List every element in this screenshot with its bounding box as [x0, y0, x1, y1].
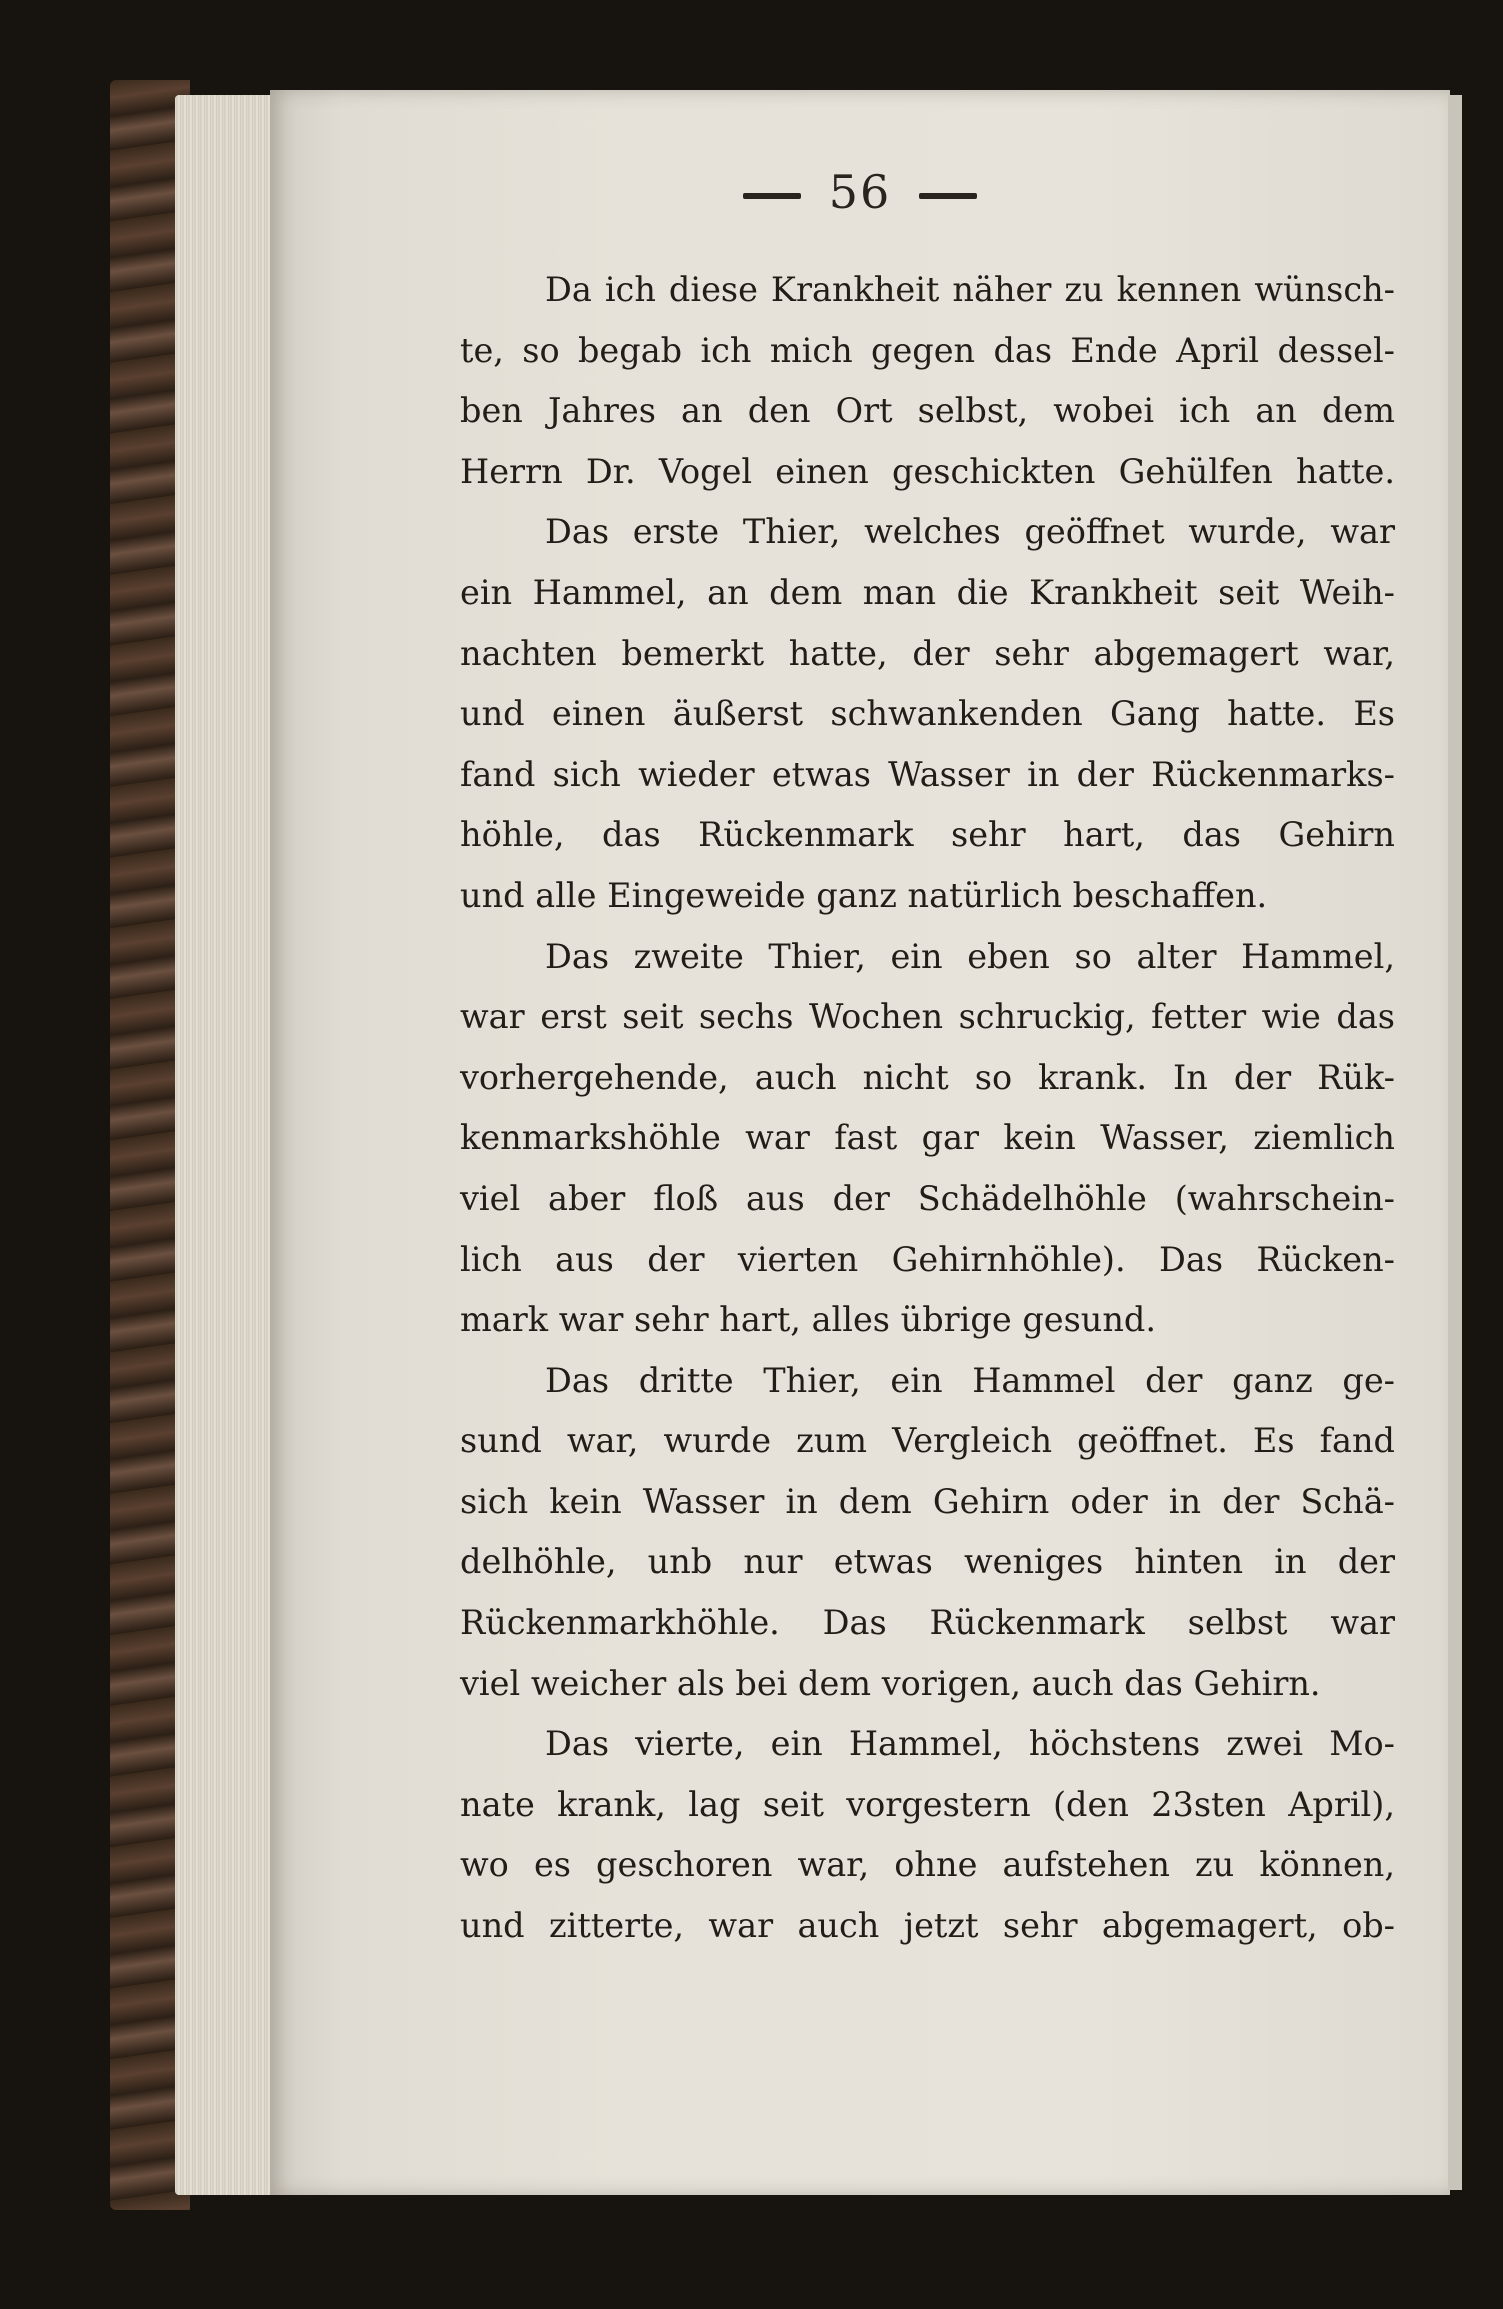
- text-line: te, so begab ich mich gegen das Ende April dessel-: [460, 330, 1395, 370]
- page-header: [270, 165, 1450, 219]
- body-text: [460, 260, 1395, 1957]
- text-line: ben Jahres an den Ort selbst, wobei ich an dem: [460, 391, 1395, 431]
- text-line: Herrn Dr. Vogel einen geschickten Gehülfen hatte.: [460, 451, 1395, 491]
- text-line: kenmarkshöhle war fast gar kein Wasser, ziemlich: [460, 1118, 1395, 1158]
- page-number: 56: [828, 165, 892, 219]
- text-line: und einen äußerst schwankenden Gang hatte. Es: [460, 694, 1395, 734]
- text-line: Das vierte, ein Hammel, höchstens zwei Mo-: [545, 1724, 1395, 1764]
- text-line: fand sich wieder etwas Wasser in der Rückenmarks-: [460, 754, 1395, 794]
- page-right-edge: [1448, 95, 1462, 2190]
- text-line: Rückenmarkhöhle. Das Rückenmark selbst war: [460, 1603, 1395, 1643]
- text-line: Da ich diese Krankheit näher zu kennen wünsch-: [545, 270, 1395, 309]
- text-line: Das zweite Thier, ein eben so alter Hammel,: [545, 936, 1395, 976]
- text-line: wo es geschoren war, ohne aufstehen zu können,: [460, 1845, 1395, 1885]
- text-line: Das erste Thier, welches geöffnet wurde, war: [545, 512, 1395, 552]
- text-line: höhle, das Rückenmark sehr hart, das Gehirn: [460, 815, 1395, 855]
- text-line: und alle Eingeweide ganz natürlich beschaffen.: [460, 875, 1268, 915]
- header-dash-left: [743, 193, 801, 199]
- text-line: nachten bemerkt hatte, der sehr abgemagert war,: [460, 633, 1395, 673]
- book-page: [270, 90, 1450, 2195]
- text-line: mark war sehr hart, alles übrige gesund.: [460, 1300, 1157, 1340]
- text-line: sund war, wurde zum Vergleich geöffnet. Es fand: [460, 1421, 1395, 1461]
- text-line: war erst seit sechs Wochen schruckig, fetter wie das: [460, 997, 1395, 1037]
- text-line: lich aus der vierten Gehirnhöhle). Das Rücken-: [460, 1239, 1395, 1279]
- text-line: und zitterte, war auch jetzt sehr abgemagert, ob-: [460, 1906, 1395, 1946]
- text-line: sich kein Wasser in dem Gehirn oder in der Schä-: [460, 1481, 1395, 1521]
- text-line: Das dritte Thier, ein Hammel der ganz ge-: [545, 1360, 1395, 1400]
- text-line: ein Hammel, an dem man die Krankheit seit Weih-: [460, 572, 1395, 612]
- text-line: viel weicher als bei dem vorigen, auch das Gehirn.: [460, 1663, 1321, 1703]
- text-line: delhöhle, unb nur etwas weniges hinten in der: [460, 1542, 1395, 1582]
- header-dash-right: [919, 193, 977, 199]
- text-line: vorhergehende, auch nicht so krank. In der Rük-: [460, 1057, 1395, 1097]
- text-line: viel aber floß aus der Schädelhöhle (wahrschein-: [460, 1178, 1395, 1218]
- text-line: nate krank, lag seit vorgestern (den 23sten April),: [460, 1784, 1395, 1824]
